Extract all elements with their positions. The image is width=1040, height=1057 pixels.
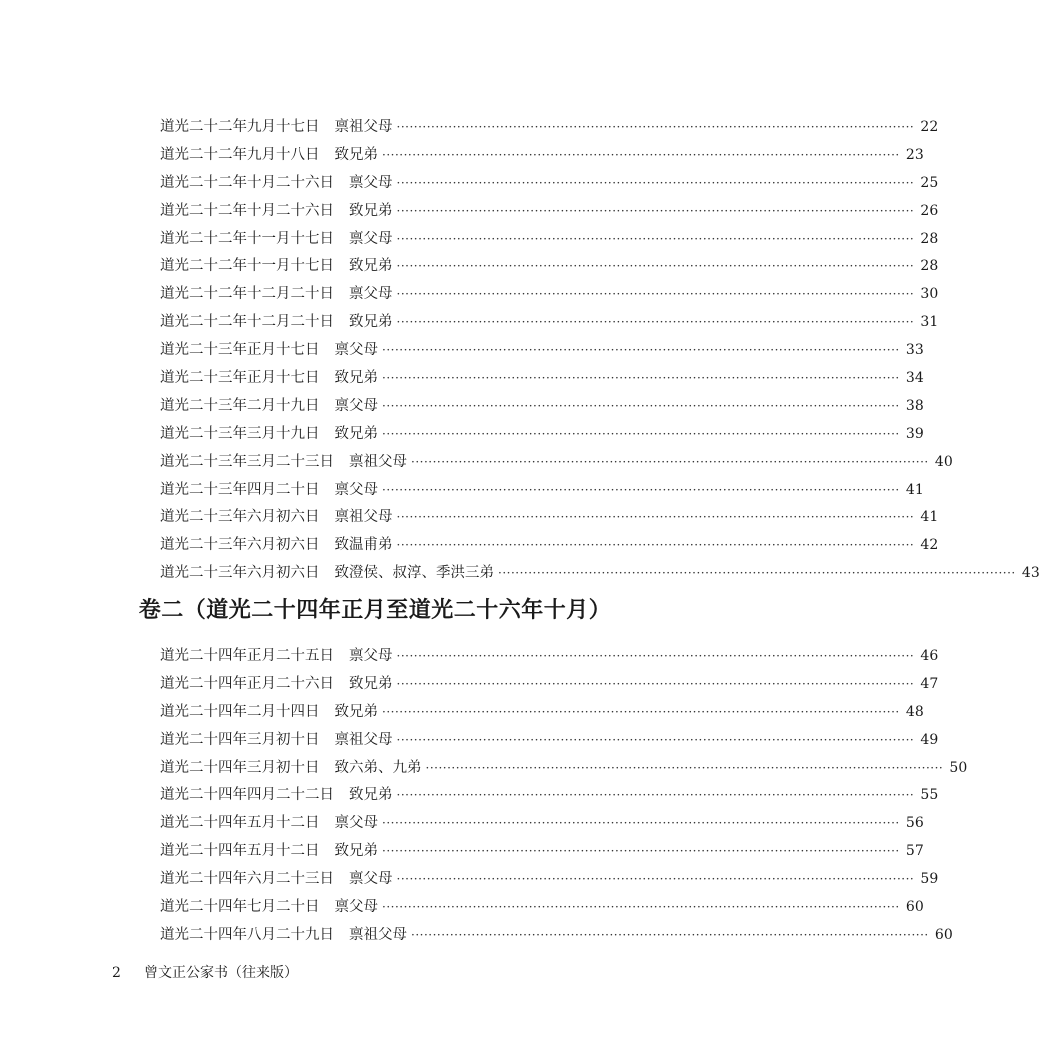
toc-entry-title: 致兄弟: [349, 258, 393, 275]
toc-entry-title: 禀祖父母: [334, 119, 393, 135]
toc-entry-date: 道光二十二年十一月十七日: [160, 258, 334, 275]
dot-leader: ························································································································: [498, 566, 1016, 581]
toc-entry-page: 31: [920, 314, 939, 331]
toc-entry[interactable]: [160, 838, 924, 866]
toc-entry-page: 26: [920, 202, 939, 219]
dot-leader: ························································································································: [382, 844, 900, 859]
toc-entry-title: 禀父母: [334, 342, 378, 359]
toc-entry[interactable]: [160, 560, 1040, 588]
dot-leader: ························································································································: [382, 900, 900, 915]
toc-entry[interactable]: [160, 421, 924, 449]
toc-entry[interactable]: [160, 114, 939, 142]
toc-entry-page: 60: [934, 926, 953, 943]
toc-entry-page: 60: [905, 899, 924, 916]
toc-entry[interactable]: [160, 365, 924, 393]
dot-leader: ························································································································: [411, 454, 929, 469]
toc-entry-date: 道光二十四年七月二十日: [160, 899, 320, 916]
toc-entry-title: 禀父母: [349, 871, 393, 888]
toc-entry-date: 道光二十四年五月十二日: [160, 843, 320, 860]
dot-leader: ························································································································: [396, 203, 915, 218]
page-footer: [112, 962, 298, 982]
toc-entry[interactable]: [160, 922, 953, 950]
toc-entry-title: 致兄弟: [349, 787, 393, 804]
toc-entry-title: 禀父母: [349, 648, 393, 664]
dot-leader: ························································································································: [396, 175, 915, 190]
toc-entry[interactable]: [160, 699, 924, 727]
toc-entry-title: 致兄弟: [334, 370, 378, 387]
toc-entry-date: 道光二十三年二月十九日: [160, 397, 320, 414]
toc-entry-date: 道光二十四年正月二十五日: [160, 648, 334, 664]
toc-entry-date: 道光二十四年三月初十日: [160, 731, 320, 748]
toc-entry-page: 49: [920, 731, 939, 748]
toc-entry[interactable]: [160, 393, 924, 421]
toc-entry-date: 道光二十三年正月十七日: [160, 370, 320, 387]
toc-entry-page: 39: [905, 425, 924, 442]
toc-entry[interactable]: [160, 309, 939, 337]
toc-entry-page: 47: [920, 675, 939, 692]
toc-entry-page: 59: [920, 871, 939, 888]
toc-entry-date: 道光二十二年十二月二十日: [160, 314, 334, 331]
toc-entry-title: 禀父母: [334, 397, 378, 414]
toc-entry-page: 43: [1021, 565, 1040, 582]
dot-leader: ························································································································: [396, 538, 915, 553]
toc-entry-date: 道光二十三年六月初六日: [160, 537, 320, 554]
toc-entry-title: 禀父母: [349, 286, 393, 303]
dot-leader: ························································································································: [425, 760, 944, 775]
dot-leader: ························································································································: [396, 676, 915, 691]
toc-entry-page: 33: [905, 342, 924, 359]
toc-entry[interactable]: [160, 727, 939, 755]
toc-entry-title: 致六弟、九弟: [334, 759, 422, 776]
toc-entry-date: 道光二十二年九月十七日: [160, 119, 320, 135]
section-title: 卷二（道光二十四年正月至道光二十六年十月）: [138, 597, 612, 623]
toc-entry-title: 禀父母: [334, 481, 378, 498]
toc-entry-date: 道光二十四年四月二十二日: [160, 787, 334, 804]
dot-leader: ························································································································: [396, 259, 915, 274]
toc-entry-date: 道光二十三年六月初六日: [160, 565, 320, 582]
toc-entry[interactable]: [160, 866, 939, 894]
toc-entry-date: 道光二十二年十一月十七日: [160, 230, 334, 247]
toc-entry-date: 道光二十四年六月二十三日: [160, 871, 334, 888]
toc-entry-title: 致兄弟: [349, 314, 393, 331]
toc-entry-title: 致兄弟: [334, 843, 378, 860]
toc-entry-page: 55: [920, 787, 939, 804]
toc-entry-date: 道光二十二年九月十八日: [160, 146, 320, 163]
dot-leader: ························································································································: [396, 231, 915, 246]
dot-leader: ························································································································: [396, 120, 915, 134]
toc-entry[interactable]: [160, 504, 939, 532]
toc-entry-page: 42: [920, 537, 939, 554]
toc-entry-date: 道光二十二年十月二十六日: [160, 202, 334, 219]
toc-entry[interactable]: [160, 782, 939, 810]
dot-leader: ························································································································: [396, 649, 915, 663]
toc-entry-title: 禀祖父母: [349, 453, 407, 470]
toc-entry-date: 道光二十三年三月十九日: [160, 425, 320, 442]
toc-entry[interactable]: [160, 477, 924, 505]
dot-leader: ························································································································: [396, 315, 915, 330]
toc-entry[interactable]: [160, 810, 924, 838]
toc-entry-page: 28: [920, 258, 939, 275]
toc-entry-page: 34: [905, 370, 924, 387]
dot-leader: ························································································································: [396, 732, 915, 747]
toc-entry-title: 致兄弟: [334, 425, 378, 442]
toc-entry[interactable]: [160, 643, 939, 671]
toc-entry-page: 41: [905, 481, 924, 498]
toc-entry[interactable]: [160, 170, 939, 198]
toc-entry-page: 56: [905, 815, 924, 832]
toc-entry[interactable]: [160, 198, 939, 226]
toc-entry[interactable]: [160, 671, 939, 699]
dot-leader: ························································································································: [382, 704, 900, 719]
toc-list-part1: [160, 114, 1040, 588]
toc-entry-page: 50: [949, 759, 968, 776]
toc-entry-title: 致兄弟: [334, 146, 378, 163]
toc-entry-page: 28: [920, 230, 939, 247]
toc-entry[interactable]: [160, 337, 924, 365]
toc-entry-title: 禀父母: [334, 815, 378, 832]
dot-leader: ························································································································: [382, 426, 900, 441]
toc-entry-title: 致兄弟: [334, 703, 378, 720]
toc-entry-page: 25: [920, 174, 939, 191]
toc-entry[interactable]: [160, 142, 924, 170]
dot-leader: ························································································································: [382, 371, 900, 386]
toc-entry-date: 道光二十四年正月二十六日: [160, 675, 334, 692]
toc-entry-page: 48: [905, 703, 924, 720]
dot-leader: ························································································································: [382, 147, 900, 162]
toc-entry-date: 道光二十二年十月二十六日: [160, 174, 334, 191]
toc-entry-page: 23: [905, 146, 924, 163]
toc-entry-title: 致兄弟: [349, 202, 393, 219]
toc-entry-page: 40: [934, 453, 953, 470]
dot-leader: ························································································································: [382, 482, 900, 497]
toc-entry-page: 30: [920, 286, 939, 303]
toc-entry-date: 道光二十四年五月十二日: [160, 815, 320, 832]
toc-entry-date: 道光二十三年正月十七日: [160, 342, 320, 359]
toc-entry-title: 禀父母: [349, 230, 393, 247]
toc-entry[interactable]: [160, 253, 939, 281]
dot-leader: ························································································································: [396, 287, 915, 302]
toc-entry[interactable]: [160, 281, 939, 309]
toc-entry-date: 道光二十二年十二月二十日: [160, 286, 334, 303]
toc-entry-page: 41: [920, 509, 939, 526]
toc-entry-date: 道光二十三年六月初六日: [160, 509, 320, 526]
toc-entry[interactable]: [160, 894, 924, 922]
dot-leader: ························································································································: [396, 510, 915, 525]
toc-entry-date: 道光二十四年八月二十九日: [160, 926, 334, 943]
toc-entry-date: 道光二十三年四月二十日: [160, 481, 320, 498]
toc-entry-title: 禀父母: [349, 174, 393, 191]
dot-leader: ························································································································: [396, 872, 915, 887]
toc-entry-title: 禀父母: [334, 899, 378, 916]
toc-entry-page: 22: [920, 119, 939, 135]
toc-entry-date: 道光二十四年二月十四日: [160, 703, 320, 720]
dot-leader: ························································································································: [396, 788, 915, 803]
toc-entry-date: 道光二十四年三月初十日: [160, 759, 320, 776]
toc-entry-page: 57: [905, 843, 924, 860]
toc-entry[interactable]: [160, 449, 953, 477]
dot-leader: ························································································································: [411, 927, 929, 942]
book-title: 曾文正公家书（往来版）: [144, 965, 298, 981]
toc-entry-title: 禀祖父母: [334, 731, 393, 748]
toc-entry-title: 致温甫弟: [334, 537, 393, 554]
toc-entry-title: 致澄侯、叔淳、季洪三弟: [334, 565, 494, 582]
toc-entry-page: 46: [920, 648, 939, 664]
toc-list-part2: [160, 643, 968, 950]
toc-entry-page: 38: [905, 397, 924, 414]
toc-entry-date: 道光二十三年三月二十三日: [160, 453, 334, 470]
toc-entry[interactable]: [160, 755, 968, 783]
dot-leader: ························································································································: [382, 343, 900, 358]
dot-leader: ························································································································: [382, 816, 900, 831]
toc-entry-title: 致兄弟: [349, 675, 393, 692]
toc-entry-title: 禀祖父母: [349, 926, 407, 943]
toc-entry[interactable]: [160, 532, 939, 560]
dot-leader: ························································································································: [382, 398, 900, 413]
toc-entry-title: 禀祖父母: [334, 509, 393, 526]
toc-entry[interactable]: [160, 226, 939, 254]
page-number: 2: [112, 965, 121, 981]
